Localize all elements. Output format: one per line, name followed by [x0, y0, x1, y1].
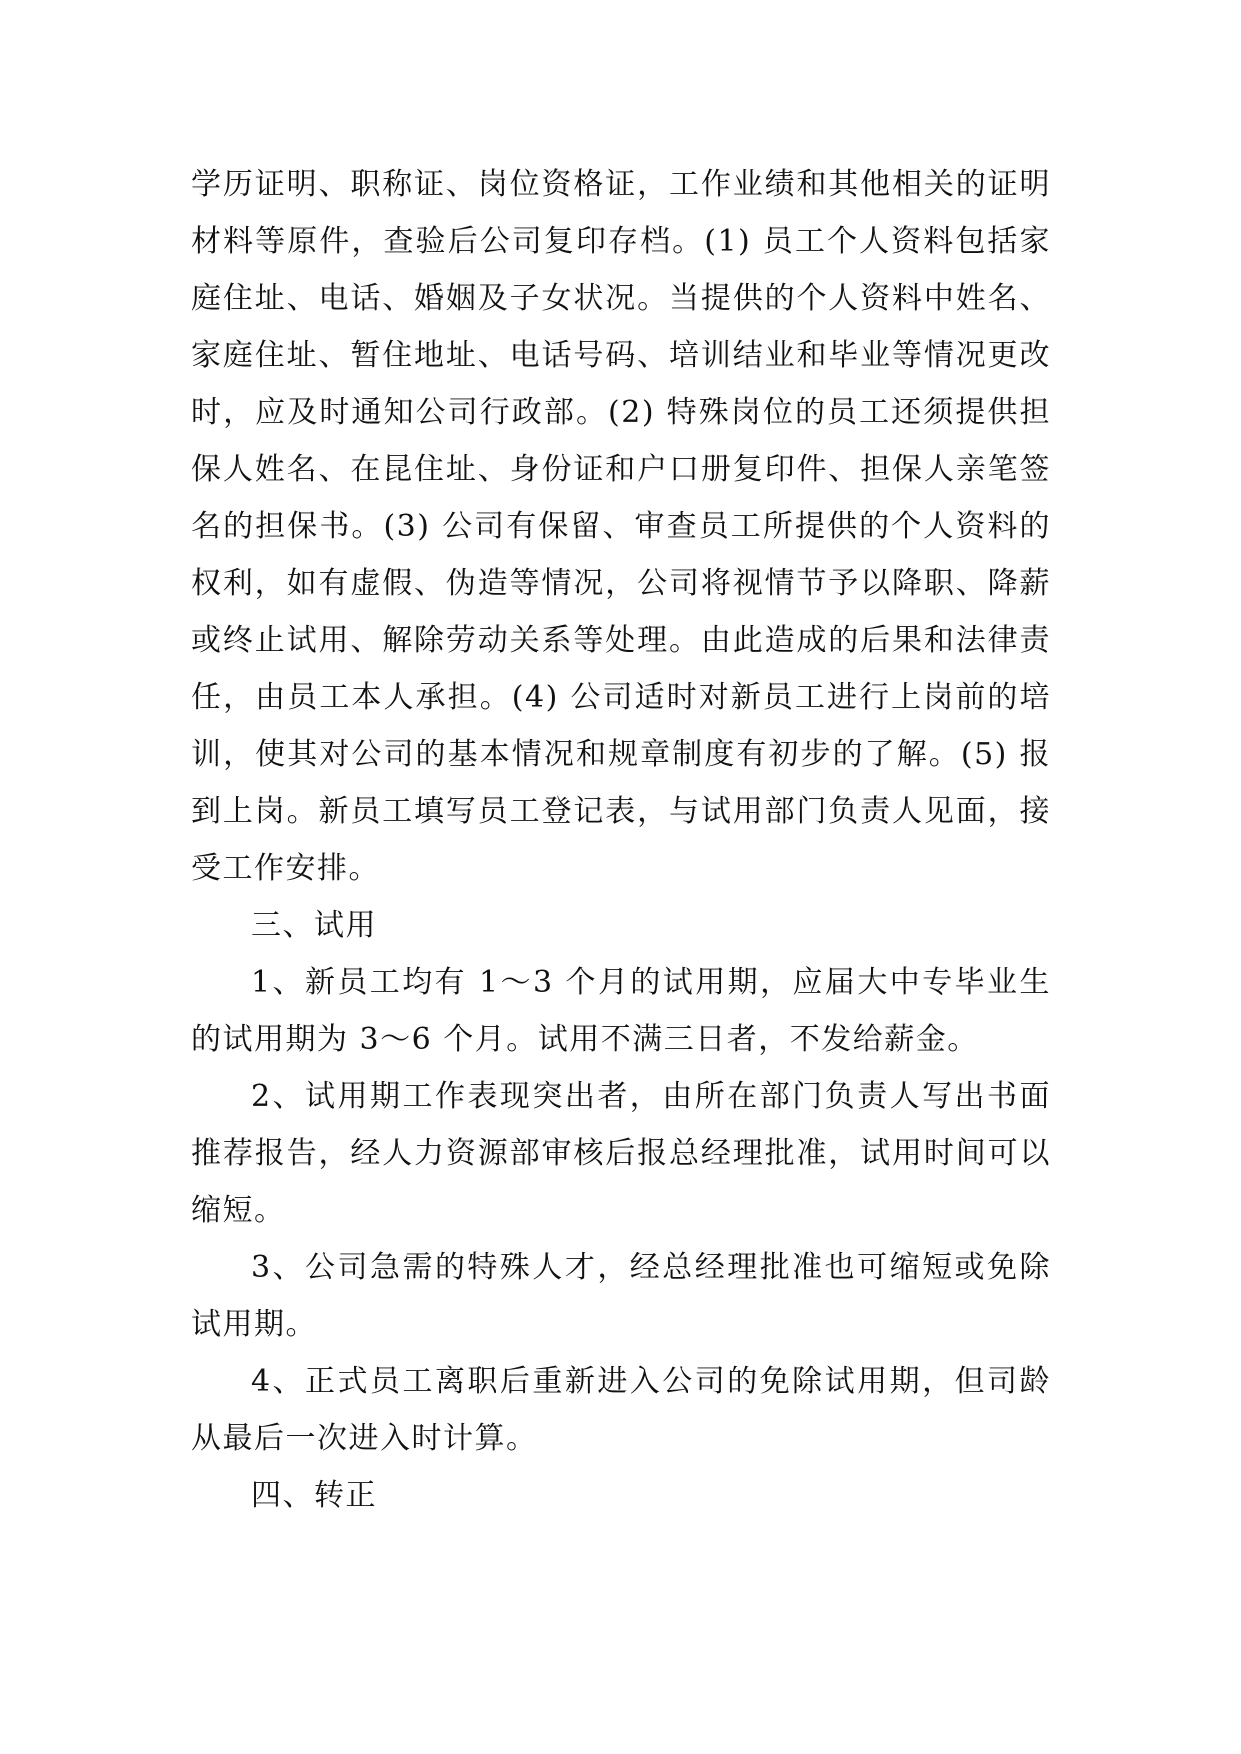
list-item-1: 1、新员工均有 1～3 个月的试用期，应届大中专毕业生的试用期为 3～6 个月。试用不满三日者，不发给薪金。 [191, 965, 1051, 1057]
list-item-4: 4、正式员工离职后重新进入公司的免除试用期，但司龄从最后一次进入时计算。 [191, 1364, 1051, 1456]
section-heading-regularization: 四、转正 [251, 1478, 377, 1513]
document-page [191, 156, 1051, 1524]
list-item-2: 2、试用期工作表现突出者，由所在部门负责人写出书面推荐报告，经人力资源部审核后报总经理批准，试用时间可以缩短。 [191, 1079, 1051, 1228]
list-item-3: 3、公司急需的特殊人才，经总经理批准也可缩短或免除试用期。 [191, 1250, 1051, 1342]
body-paragraph-intro: 学历证明、职称证、岗位资格证，工作业绩和其他相关的证明材料等原件，查验后公司复印存档。(1) 员工个人资料包括家庭住址、电话、婚姻及子女状况。当提供的个人资料中姓名、家庭住址、暂住地址、电话号码、培训结业和毕业等情况更改时，应及时通知公司行政部。(2) 特殊岗位的员工还须提供担保人姓名、在昆住址、身份证和户口册复印件、担保人亲笔签名的担保书。(3) 公司有保留、审查员工所提供的个人资料的权利，如有虚假、伪造等情况，公司将视情节予以降职、降薪或终止试用、解除劳动关系等处理。由此造成的后果和法律责任，由员工本人承担。(4) 公司适时对新员工进行上岗前的培训，使其对公司的基本情况和规章制度有初步的了解。(5) 报到上岗。新员工填写员工登记表，与试用部门负责人见面，接受工作安排。 [191, 167, 1051, 886]
section-heading-probation: 三、试用 [251, 908, 377, 943]
